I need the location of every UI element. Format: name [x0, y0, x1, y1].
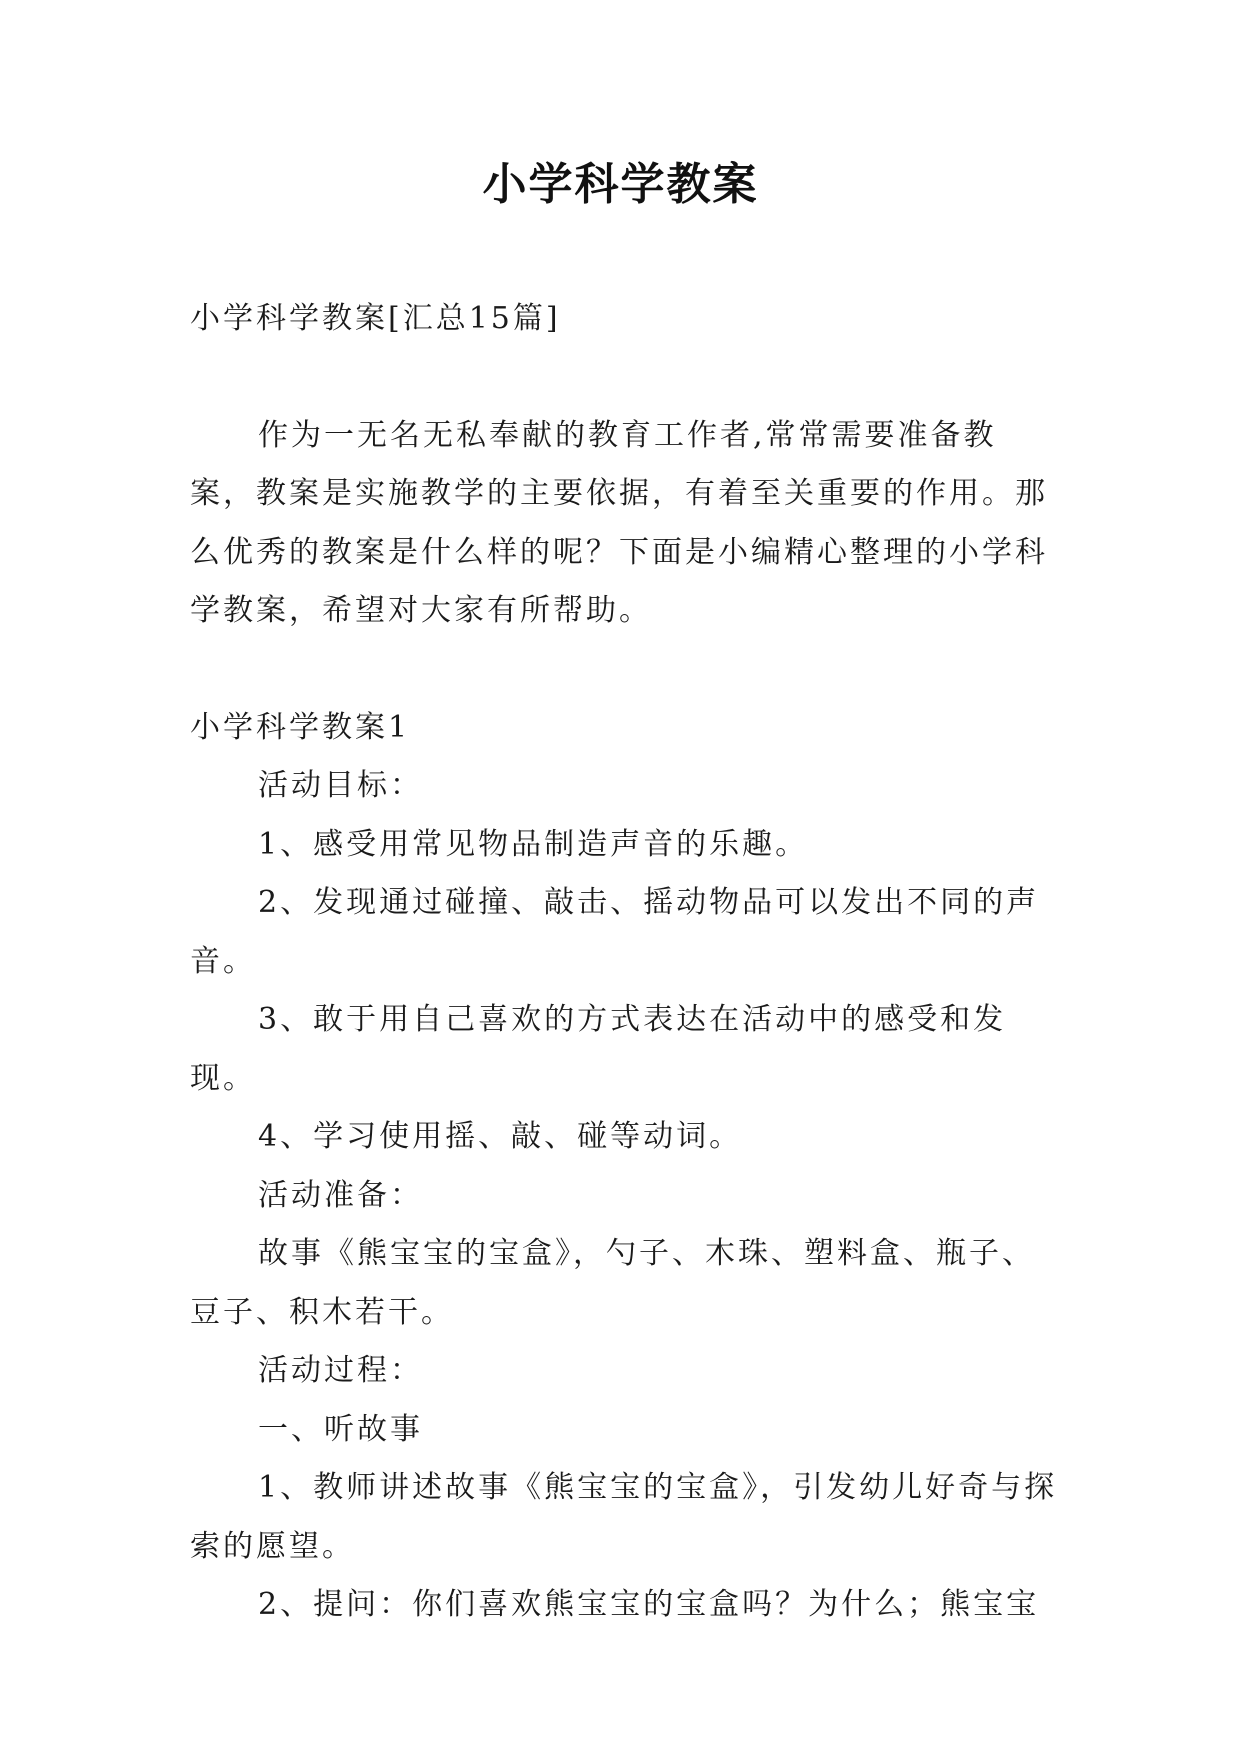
document-body	[190, 290, 1060, 1635]
paragraph: 3、敢于用自己喜欢的方式表达在活动中的感受和发现。	[190, 1002, 1007, 1096]
section-heading: 小学科学教案1	[190, 709, 411, 745]
intro-paragraph: 作为一无名无私奉献的教育工作者,常常需要准备教案，教案是实施教学的主要依据，有着至关重要的作用。那么优秀的教案是什么样的呢？下面是小编精心整理的小学科学教案，希望对大家有所帮助。	[190, 417, 1048, 628]
spacer	[190, 349, 1060, 407]
paragraph: 2、提问：你们喜欢熊宝宝的宝盒吗？为什么；熊宝宝	[258, 1587, 1040, 1622]
spacer	[190, 641, 1060, 699]
document-title: 小学科学教案	[482, 159, 759, 210]
paragraph: 活动准备：	[258, 1177, 423, 1213]
paragraph: 一、听故事	[258, 1411, 423, 1447]
paragraph: 1、教师讲述故事《熊宝宝的宝盒》，引发幼儿好奇与探索的愿望。	[190, 1470, 1058, 1564]
paragraph: 活动目标：	[258, 768, 423, 803]
paragraph: 4、学习使用摇、敲、碰等动词。	[258, 1119, 743, 1154]
paragraph: 故事《熊宝宝的宝盒》，勺子、木珠、塑料盒、瓶子、豆子、积木若干。	[190, 1236, 1035, 1330]
paragraph: 1、感受用常见物品制造声音的乐趣。	[258, 826, 809, 862]
document-subtitle: 小学科学教案[汇总15篇]	[190, 301, 561, 336]
paragraph: 活动过程：	[258, 1353, 423, 1388]
paragraph: 2、发现通过碰撞、敲击、摇动物品可以发出不同的声音。	[190, 885, 1040, 979]
